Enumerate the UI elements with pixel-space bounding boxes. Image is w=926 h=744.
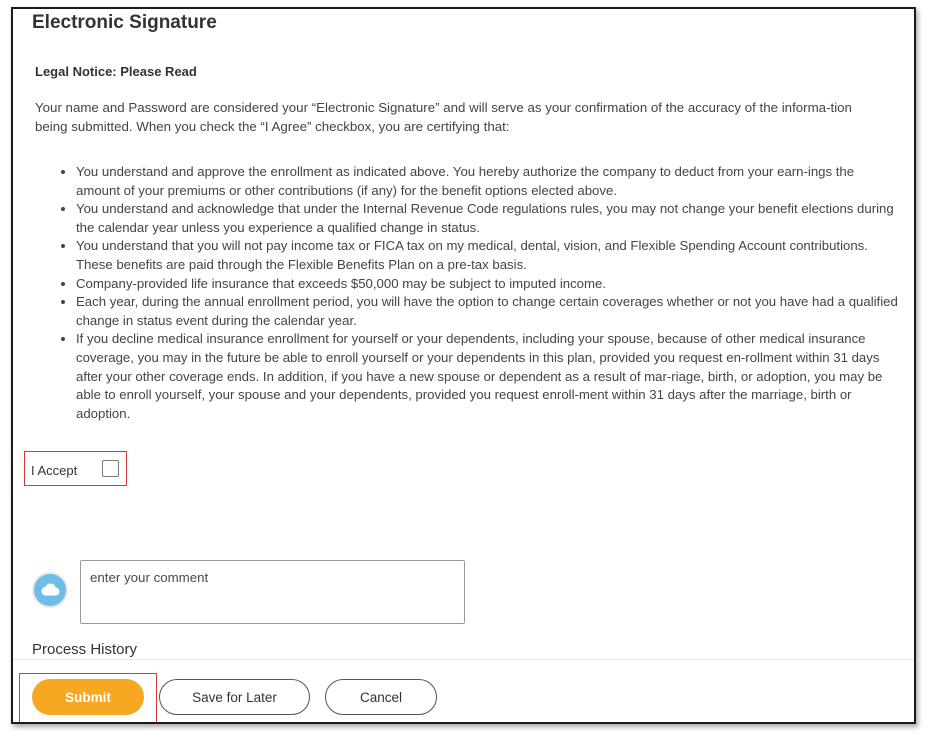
- page-title: Electronic Signature: [32, 12, 217, 33]
- accept-label: I Accept: [31, 463, 78, 478]
- legal-term-item: • Company-provided life insurance that exceeds $50,000 may be subject to imputed income.: [76, 275, 901, 294]
- cloud-icon: [40, 583, 60, 596]
- submit-button[interactable]: Submit: [32, 679, 144, 715]
- comment-input[interactable]: [80, 560, 465, 624]
- cancel-button[interactable]: Cancel: [325, 679, 437, 715]
- legal-term-item: • If you decline medical insurance enrollment for yourself or your dependents, including your spouse, because of other medical insurance coverage, you may in the future be able to enroll yourself or your dependents in this plan, provided you request en-rollment within 31 days after your other coverage ends. In addition, if you have a new spouse or dependent as a result of mar-riage, birth, or adoption, you may be able to enroll yourself, your spouse and your dependents, provided you request enroll-ment within 31 days after the marriage, birth or adoption.: [76, 330, 901, 423]
- accept-checkbox[interactable]: [102, 460, 119, 477]
- legal-term-item: • You understand that you will not pay income tax or FICA tax on my medical, dental, vision, and Flexible Spending Account contributions. These benefits are paid through the Flexible Benefits Plan on a pre-tax basis.: [76, 237, 901, 274]
- legal-term-item: • You understand and acknowledge that under the Internal Revenue Code regulations rules, you may not change your benefit elections during the calendar year unless you experience a qualified change in status.: [76, 200, 901, 237]
- footer-divider: [13, 659, 914, 660]
- legal-term-item: • You understand and approve the enrollment as indicated above. You hereby authorize the company to deduct from your earn-ings the amount of your premiums or other contributions (if any) for the benefit options elected above.: [76, 163, 901, 200]
- legal-terms-list: [35, 163, 901, 423]
- legal-intro-text: Your name and Password are considered your “Electronic Signature” and will serve as your confirmation of the accuracy of the informa-tion being submitted. When you check the “I Agree” checkbox, you are certifying that:: [35, 100, 852, 134]
- legal-term-item: • Each year, during the annual enrollment period, you will have the option to change certain coverages whether or not you have had a qualified change in status event during the calendar year.: [76, 293, 901, 330]
- electronic-signature-panel: [11, 7, 916, 724]
- legal-notice-heading: Legal Notice: Please Read: [35, 64, 197, 79]
- user-avatar: [32, 572, 68, 608]
- process-history-heading: Process History: [32, 641, 138, 658]
- save-for-later-button[interactable]: Save for Later: [159, 679, 310, 715]
